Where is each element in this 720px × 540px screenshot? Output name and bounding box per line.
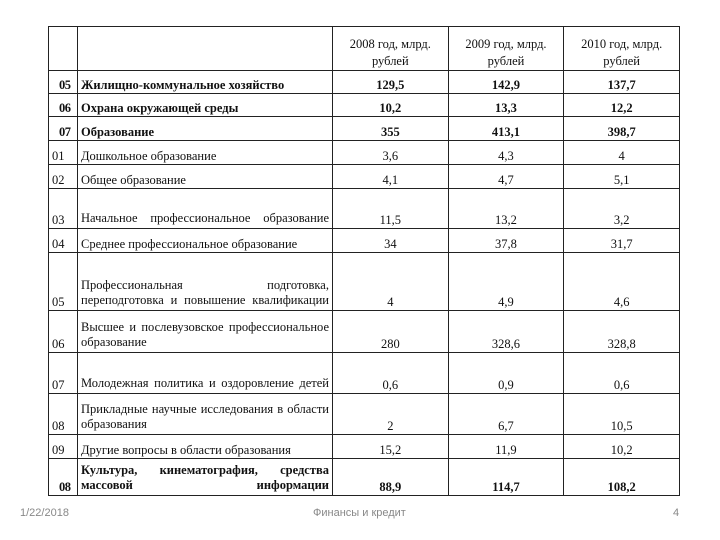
value-2009: 6,7 [448,394,564,435]
footer-title: Финансы и кредит [313,507,406,519]
value-2010: 10,5 [564,394,680,435]
value-2010: 10,2 [564,435,680,459]
value-2010: 328,8 [564,311,680,353]
row-code: 03 [49,189,78,229]
row-name: Жилищно-коммунальное хозяйство [78,71,333,94]
value-2009: 413,1 [448,117,564,141]
row-code: 08 [49,459,78,496]
header-2009: 2009 год, млрд. рублей [448,27,564,71]
value-2010: 398,7 [564,117,680,141]
value-2009: 4,7 [448,165,564,189]
table-row [49,253,680,311]
table-row [49,311,680,353]
value-2008: 3,6 [333,141,449,165]
row-name: Дошкольное образование [78,141,333,165]
value-2008: 280 [333,311,449,353]
value-2008: 88,9 [333,459,449,496]
value-2010: 108,2 [564,459,680,496]
table-row [49,117,680,141]
row-name: Начальное профессиональное образование [78,189,333,229]
table-row [49,165,680,189]
budget-table [48,26,680,496]
row-code: 09 [49,435,78,459]
page-number: 4 [673,507,680,519]
row-code: 02 [49,165,78,189]
value-2008: 129,5 [333,71,449,94]
value-2008: 11,5 [333,189,449,229]
row-code: 08 [49,394,78,435]
value-2008: 10,2 [333,94,449,117]
table-row [49,141,680,165]
footer-date: 1/22/2018 [20,507,69,519]
header-row [49,27,680,71]
header-code-cell [49,27,78,71]
row-code: 04 [49,229,78,253]
row-name: Профессиональная подготовка, переподготовка и повышение квалификации [78,253,333,311]
table-row [49,189,680,229]
table-row [49,94,680,117]
value-2008: 4 [333,253,449,311]
row-code: 06 [49,311,78,353]
row-name: Прикладные научные исследования в области образования [78,394,333,435]
value-2010: 4 [564,141,680,165]
row-code: 07 [49,117,78,141]
table-row [49,71,680,94]
row-name: Высшее и послевузовское профессиональное образование [78,311,333,353]
value-2009: 13,2 [448,189,564,229]
row-name: Культура, кинематография, средства массовой информации [78,459,333,496]
value-2010: 31,7 [564,229,680,253]
row-name: Образование [78,117,333,141]
value-2010: 5,1 [564,165,680,189]
table-row [49,459,680,496]
row-name: Молодежная политика и оздоровление детей [78,353,333,394]
row-code: 06 [49,94,78,117]
value-2008: 355 [333,117,449,141]
row-name: Среднее профессиональное образование [78,229,333,253]
row-code: 05 [49,71,78,94]
value-2009: 13,3 [448,94,564,117]
value-2008: 2 [333,394,449,435]
value-2009: 37,8 [448,229,564,253]
value-2008: 4,1 [333,165,449,189]
value-2009: 328,6 [448,311,564,353]
value-2009: 4,9 [448,253,564,311]
value-2008: 34 [333,229,449,253]
value-2010: 4,6 [564,253,680,311]
table-row [49,394,680,435]
row-name: Охрана окружающей среды [78,94,333,117]
table-row [49,353,680,394]
row-name: Общее образование [78,165,333,189]
value-2010: 0,6 [564,353,680,394]
value-2009: 114,7 [448,459,564,496]
value-2009: 11,9 [448,435,564,459]
header-name-cell [78,27,333,71]
value-2008: 0,6 [333,353,449,394]
row-code: 01 [49,141,78,165]
row-code: 07 [49,353,78,394]
value-2009: 0,9 [448,353,564,394]
value-2009: 142,9 [448,71,564,94]
value-2010: 3,2 [564,189,680,229]
row-code: 05 [49,253,78,311]
table-row [49,435,680,459]
value-2010: 137,7 [564,71,680,94]
table-row [49,229,680,253]
header-2010: 2010 год, млрд. рублей [564,27,680,71]
value-2010: 12,2 [564,94,680,117]
value-2009: 4,3 [448,141,564,165]
value-2008: 15,2 [333,435,449,459]
header-2008: 2008 год, млрд. рублей [333,27,449,71]
row-name: Другие вопросы в области образования [78,435,333,459]
